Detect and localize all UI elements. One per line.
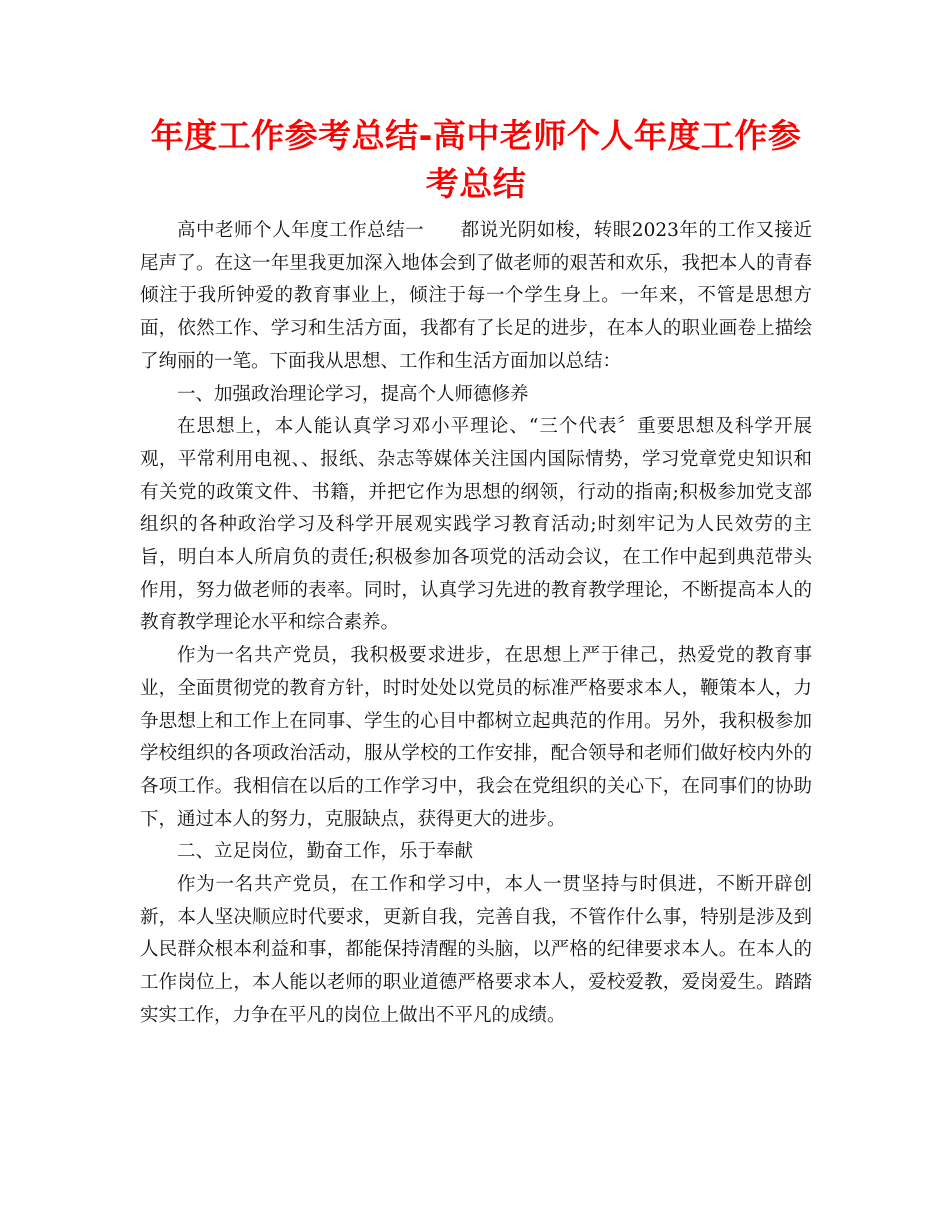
section1-paragraph-1: 在思想上，本人能认真学习邓小平理论、“三个代表〞重要思想及科学开展观，平常利用电视、、报纸、杂志等媒体关注国内国际情势，学习党章党史知识和有关党的政策文件、书籍，并把它作为思想的纲领，行动的指南;积极参加党支部组织的各种政治学习及科学开展观实践学习教育活动;时刻牢记为人民效劳的主旨，明白本人所肩负的责任;积极参加各项党的活动会议，在工作中起到典范带头作用，努力做老师的表率。同时，认真学习先进的教育教学理论，不断提高本人的教育教学理论水平和综合素养。 [140,416,812,634]
intro-text: 都说光阴如梭，转眼2023年的工作又接近尾声了。在这一年里我更加深入地体会到了做老师的艰苦和欢乐，我把本人的青春倾注于我所钟爱的教育事业上，倾注于每一个学生身上。一年来，不管是思想方面，依然工作、学习和生活方面，我都有了长足的进步，在本人的职业画卷上描绘了绚丽的一笔。下面我从思想、工作和生活方面加以总结： [140,220,812,372]
document-title: 年度工作参考总结-高中老师个人年度工作参考总结 [150,116,802,203]
document-page [140,112,812,1033]
intro-paragraph [140,215,812,379]
section1-paragraph-2: 作为一名共产党员，我积极要求进步，在思想上严于律己，热爱党的教育事业，全面贯彻党的教育方针，时时处处以党员的标准严格要求本人，鞭策本人，力争思想上和工作上在同事、学生的心目中都树立起典范的作用。另外，我积极参加学校组织的各项政治活动，服从学校的工作安排，配合领导和老师们做好校内外的各项工作。我相信在以后的工作学习中，我会在党组织的关心下，在同事们的协助下，通过本人的努力，克服缺点，获得更大的进步。 [140,645,812,830]
intro-label: 高中老师个人年度工作总结一 [177,220,425,241]
section1-heading: 一、加强政治理论学习，提高个人师德修养 [177,383,529,405]
section2-heading: 二、立足岗位，勤奋工作，乐于奉献 [177,841,474,863]
section2-paragraph-1: 作为一名共产党员，在工作和学习中，本人一贯坚持与时俱进，不断开辟创新，本人坚决顺应时代要求，更新自我，完善自我，不管作什么事，特别是涉及到人民群众根本利益和事，都能保持清醒的头脑，以严格的纪律要求本人。在本人的工作岗位上，本人能以老师的职业道德严格要求本人，爱校爱教，爱岗爱生。踏踏实实工作，力争在平凡的岗位上做出不平凡的成绩。 [140,874,812,1026]
